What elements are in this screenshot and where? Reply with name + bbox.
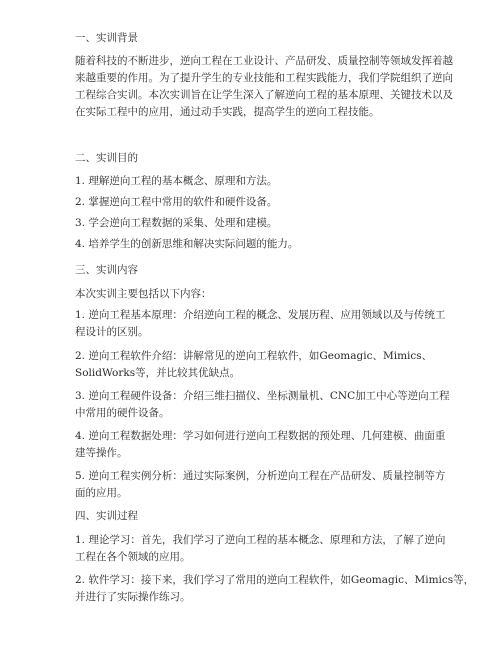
text-line: 1. 理论学习：首先，我们学习了逆向工程的基本概念、原理和方法，了解了逆向 [75, 534, 446, 546]
text-line: 2. 软件学习：接下来，我们学习了常用的逆向工程软件，如Geomagic、Mimics等， [75, 574, 475, 586]
text-line: 2. 逆向工程软件介绍：讲解常见的逆向工程软件，如Geomagic、Mimics、 [75, 350, 433, 362]
text-line: SolidWorks等，并比较其优缺点。 [75, 367, 241, 379]
content-item [75, 307, 446, 341]
content-item [75, 468, 446, 502]
text-line: 来越重要的作用。为了提升学生的专业技能和工程实践能力，我们学院组织了逆向 [75, 72, 453, 84]
background-paragraph [75, 53, 453, 121]
text-line: 工程在各个领域的应用。 [75, 551, 191, 563]
text-line: 并进行了实际操作练习。 [75, 591, 191, 603]
goal-item: 1. 理解逆向工程的基本概念、原理和方法。 [75, 175, 278, 187]
text-line: 中常用的硬件设备。 [75, 407, 170, 419]
section-heading-purpose: 二、实训目的 [75, 152, 138, 164]
content-item [75, 428, 446, 462]
text-line: 1. 逆向工程基本原理：介绍逆向工程的概念、发展历程、应用领域以及与传统工 [75, 309, 446, 321]
text-line: 在实际工程中的应用，通过动手实践，提高学生的逆向工程技能。 [75, 106, 380, 118]
goal-item: 3. 学会逆向工程数据的采集、处理和建模。 [75, 217, 278, 229]
content-intro: 本次实训主要包括以下内容： [75, 288, 212, 300]
goal-item: 2. 掌握逆向工程中常用的软件和硬件设备。 [75, 196, 278, 208]
section-heading-content: 三、实训内容 [75, 264, 138, 276]
section-heading-process: 四、实训过程 [75, 510, 138, 522]
text-line: 面的应用。 [75, 487, 128, 499]
text-line: 建等操作。 [75, 447, 128, 459]
goal-item: 4. 培养学生的创新思维和解决实际问题的能力。 [75, 238, 299, 250]
process-item [75, 532, 446, 566]
text-line: 程设计的区别。 [75, 326, 149, 338]
text-line: 4. 逆向工程数据处理：学习如何进行逆向工程数据的预处理、几何建模、曲面重 [75, 430, 446, 442]
text-line: 3. 逆向工程硬件设备：介绍三维扫描仪、坐标测量机、CNC加工中心等逆向工程 [75, 390, 450, 402]
text-line: 工程综合实训。本次实训旨在让学生深入了解逆向工程的基本原理、关键技术以及 [75, 89, 453, 101]
text-line: 随着科技的不断进步，逆向工程在工业设计、产品研发、质量控制等领域发挥着越 [75, 55, 453, 67]
section-heading-background: 一、实训背景 [75, 32, 138, 44]
process-item [75, 572, 475, 606]
content-item [75, 388, 450, 422]
text-line: 5. 逆向工程实例分析：通过实际案例，分析逆向工程在产品研发、质量控制等方 [75, 470, 446, 482]
content-item [75, 348, 435, 382]
